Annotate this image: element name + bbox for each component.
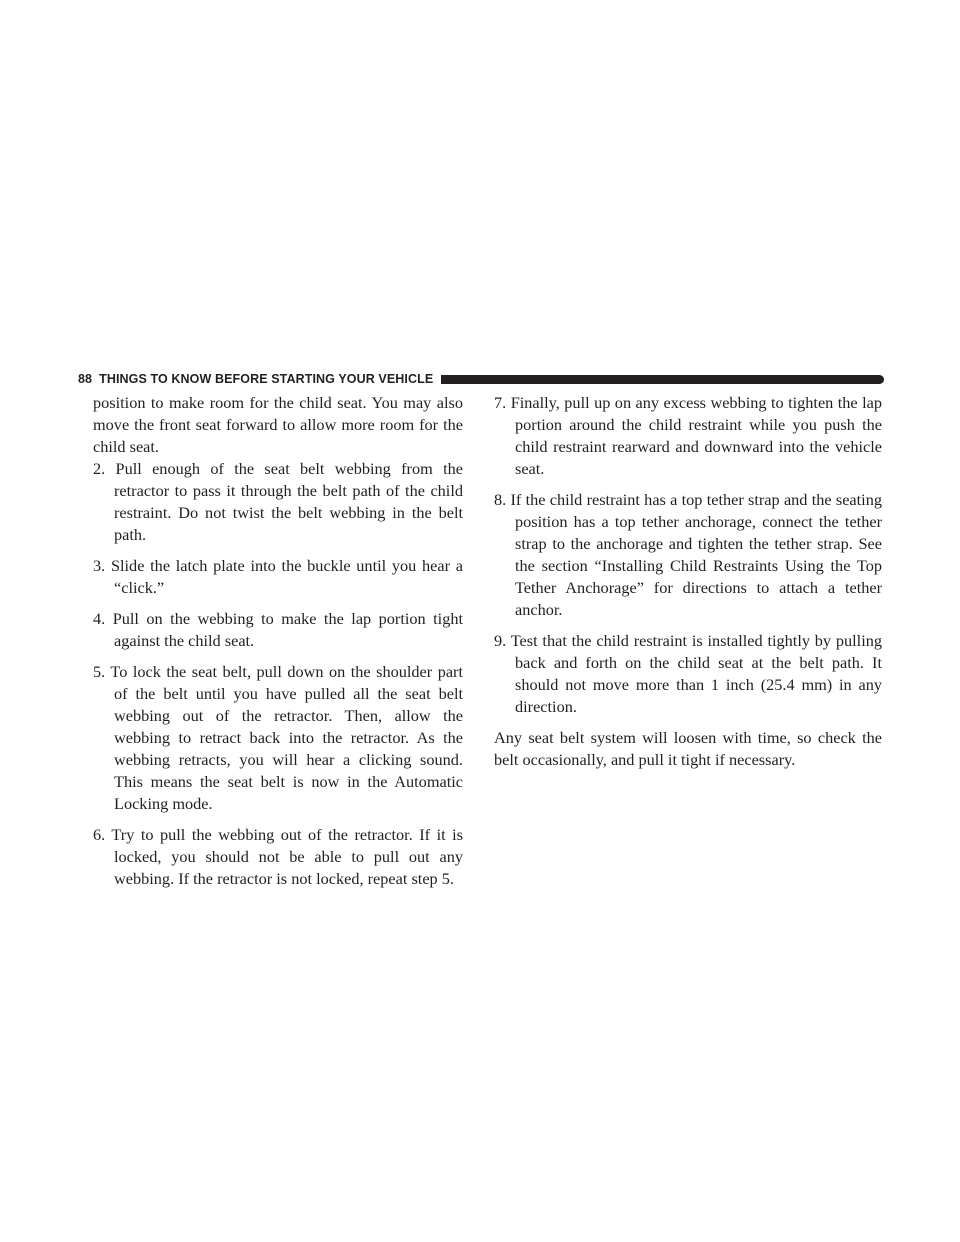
step-number: 7. — [494, 393, 507, 412]
continuation-paragraph: position to make room for the child seat. You may also move the front seat forward to allow more room for the child seat. — [93, 393, 463, 456]
step-number: 4. — [93, 609, 106, 628]
step-text: If the child restraint has a top tether strap and the seating position has a top tether anchorage, connect the tether strap to the anchorage and tighten the tether strap. See the section “Installing Child Restraints Using the Top Tether Anchorage” for directions to attach a tether anchor. — [510, 490, 882, 619]
step-text: Finally, pull up on any excess webbing to tighten the lap portion around the child restraint while you push the child restraint rearward and downward into the vehicle seat. — [510, 393, 882, 478]
right-column — [494, 392, 882, 771]
step-3 — [93, 555, 463, 599]
step-text: Try to pull the webbing out of the retractor. If it is locked, you should not be able to pull out any webbing. If the retractor is not locked, repeat step 5. — [111, 825, 463, 888]
step-7 — [494, 392, 882, 480]
header-rule — [441, 375, 884, 384]
step-6 — [93, 824, 463, 890]
step-number: 5. — [93, 662, 106, 681]
closing-paragraph: Any seat belt system will loosen with time, so check the belt occasionally, and pull it tight if necessary. — [494, 728, 882, 769]
step-4 — [93, 608, 463, 652]
step-text: Slide the latch plate into the buckle until you hear a “click.” — [110, 556, 463, 597]
step-9 — [494, 630, 882, 718]
page-number: 88 — [78, 372, 93, 386]
step-8 — [494, 489, 882, 621]
step-number: 9. — [494, 631, 507, 650]
section-title: THINGS TO KNOW BEFORE STARTING YOUR VEHICLE — [99, 372, 434, 386]
step-number: 6. — [93, 825, 106, 844]
step-2 — [93, 458, 463, 546]
step-number: 8. — [494, 490, 507, 509]
step-text: To lock the seat belt, pull down on the shoulder part of the belt until you have pulled all the seat belt webbing out of the retractor. Then, allow the webbing to retract back into the retractor. As the webbing retracts, you will hear a clicking sound. This means the seat belt is now in the Automatic Locking mode. — [110, 662, 464, 813]
step-text: Test that the child restraint is installed tightly by pulling back and forth on the child seat at the belt path. It should not move more than 1 inch (25.4 mm) in any direction. — [510, 631, 882, 716]
step-text: Pull on the webbing to make the lap portion tight against the child seat. — [112, 609, 464, 650]
left-column — [93, 392, 463, 899]
step-number: 2. — [93, 459, 106, 478]
step-text: Pull enough of the seat belt webbing from the retractor to pass it through the belt path of the child restraint. Do not twist the belt webbing in the belt path. — [114, 459, 463, 544]
page-header — [78, 370, 884, 388]
step-number: 3. — [93, 556, 106, 575]
step-5 — [93, 661, 463, 815]
